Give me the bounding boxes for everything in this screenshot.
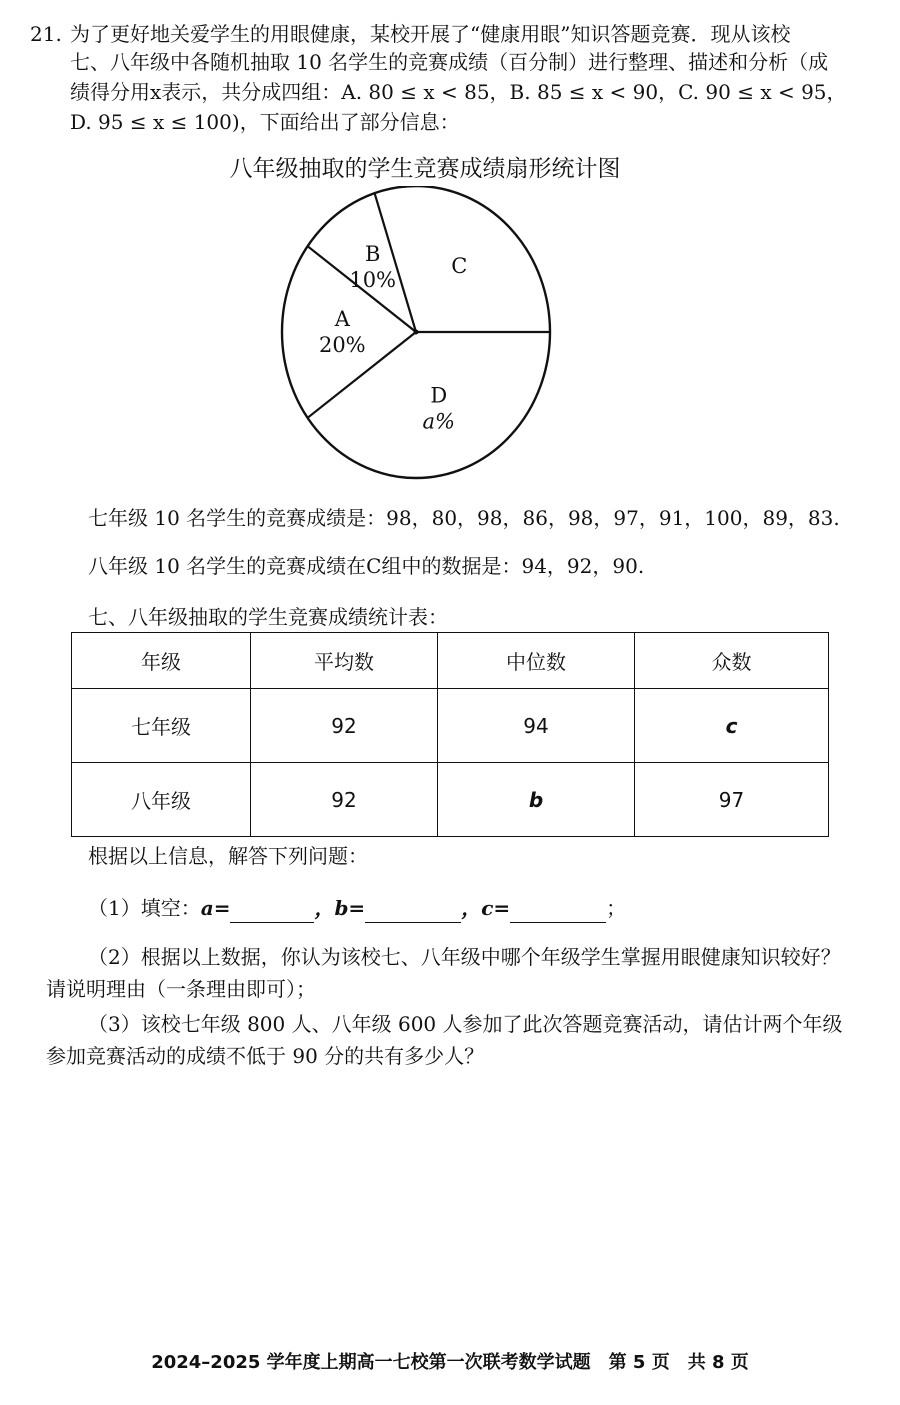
question-intro-3: 绩得分用x表示，共分成四组：A. 80 ≤ x < 85，B. 85 ≤ x < 90，C. 90 ≤ x < 95，: [70, 80, 847, 104]
part-1-b-label: ，b=: [314, 896, 366, 920]
table-header-row: [72, 633, 829, 689]
slice-value-b: 10%: [349, 268, 397, 293]
page-footer: 2024–2025 学年度上期高一七校第一次联考数学试题 第 5 页 共 8 页: [151, 1352, 749, 1373]
answer-blank-c[interactable]: [510, 894, 606, 923]
table-row: [72, 689, 829, 763]
slice-value-d: a%: [422, 409, 456, 434]
cell-median: b: [438, 763, 635, 837]
cell-grade: 八年级: [72, 763, 251, 837]
slice-label-c: C: [451, 254, 468, 279]
slice-label-d: D: [430, 383, 448, 408]
answer-intro: 根据以上信息，解答下列问题：: [88, 844, 368, 868]
cell-median: 94: [438, 689, 635, 763]
question-intro-4: D. 95 ≤ x ≤ 100)，下面给出了部分信息：: [70, 110, 460, 134]
slice-label-b: B: [364, 242, 381, 267]
part-1: [88, 894, 626, 923]
cell-mean: 92: [251, 763, 438, 837]
slice-boundary-c: [375, 193, 416, 332]
part-3-line-1: （3）该校七年级 800 人、八年级 600 人参加了此次答题竞赛活动，请估计两个年级: [88, 1012, 843, 1036]
question-intro-1: 为了更好地关爱学生的用眼健康，某校开展了“健康用眼”知识答题竞赛．现从该校: [70, 22, 791, 46]
cell-mode: 97: [635, 763, 829, 837]
header-mode: 众数: [635, 633, 829, 689]
part-3-line-2: 参加竞赛活动的成绩不低于 90 分的共有多少人？: [46, 1044, 485, 1068]
question-intro-2: 七、八年级中各随机抽取 10 名学生的竞赛成绩（百分制）进行整理、描述和分析（成: [70, 50, 829, 74]
header-grade: 年级: [72, 633, 251, 689]
table-row: [72, 763, 829, 837]
stats-table: [71, 632, 829, 837]
cell-mean: 92: [251, 689, 438, 763]
answer-blank-b[interactable]: [365, 894, 461, 923]
question-line-1: [30, 20, 790, 48]
chart-title: 八年级抽取的学生竞赛成绩扇形统计图: [229, 156, 621, 182]
part-2-line-1: （2）根据以上数据，你认为该校七、八年级中哪个年级学生掌握用眼健康知识较好？: [88, 945, 841, 969]
question-number: 21.: [30, 22, 62, 46]
answer-blank-a[interactable]: [230, 894, 314, 923]
part-2-line-2: 请说明理由（一条理由即可）；: [46, 977, 316, 1001]
part-1-end: ；: [606, 896, 627, 920]
part-1-c-label: ，c=: [461, 896, 511, 920]
cell-mode: c: [635, 689, 829, 763]
part-1-prefix: （1）填空：: [88, 896, 201, 920]
header-median: 中位数: [438, 633, 635, 689]
grade8-groupC-data: 八年级 10 名学生的竞赛成绩在C组中的数据是：94，92，90.: [88, 554, 645, 578]
part-1-a-label: a=: [200, 896, 231, 920]
grade7-scores: 七年级 10 名学生的竞赛成绩是：98，80，98，86，98，97，91，100，89，83.: [88, 506, 840, 530]
header-mean: 平均数: [251, 633, 438, 689]
slice-label-a: A: [334, 307, 350, 331]
table-caption: 七、八年级抽取的学生竞赛成绩统计表：: [88, 605, 448, 629]
slice-value-a: 20%: [318, 333, 366, 357]
pie-chart: [278, 186, 558, 486]
pie-center: [414, 330, 419, 335]
cell-grade: 七年级: [72, 689, 251, 763]
